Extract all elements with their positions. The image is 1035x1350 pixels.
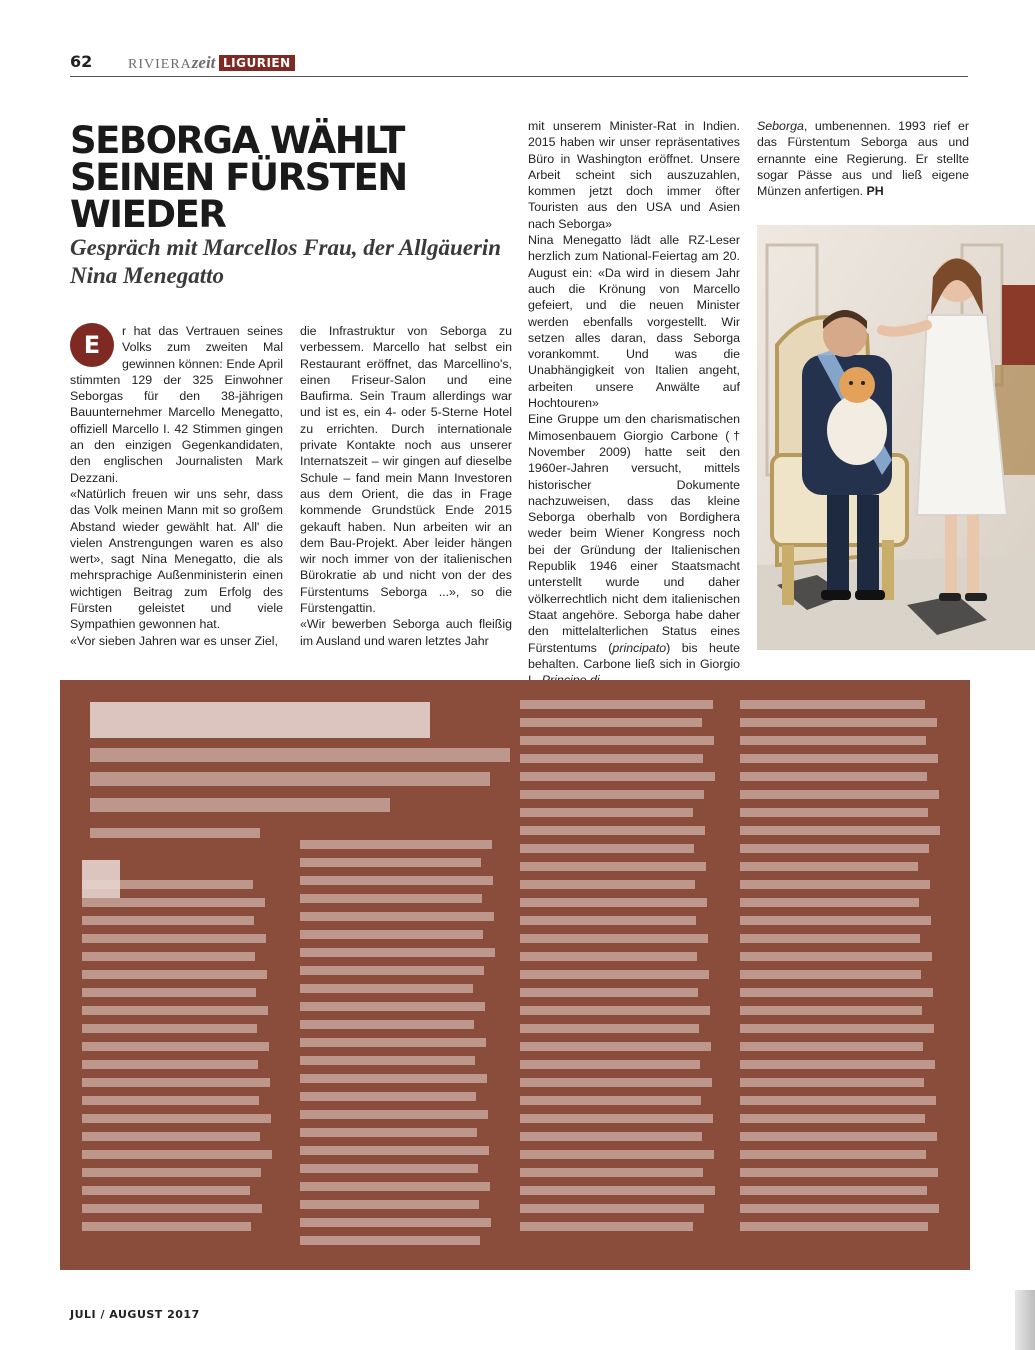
pixelated-text-bar	[740, 736, 926, 745]
pixelated-text-bar	[740, 970, 921, 979]
pixelated-text-bar	[300, 948, 495, 957]
pixelated-text-bar	[520, 1078, 712, 1087]
pixelated-text-bar	[520, 826, 705, 835]
pixelated-text-bar	[740, 988, 933, 997]
pixelated-text-bar	[90, 772, 490, 786]
pixelated-text-bar	[740, 1114, 925, 1123]
pixelated-text-bar	[520, 970, 709, 979]
header-divider	[70, 76, 968, 77]
pixelated-text-bar	[82, 1150, 272, 1159]
pixelated-text-bar	[82, 860, 120, 898]
pixelated-text-bar	[520, 1150, 714, 1159]
pixelated-text-bar	[300, 876, 493, 885]
pixelated-text-bar	[82, 1006, 268, 1015]
pixelated-text-bar	[82, 1096, 259, 1105]
pixelated-text-bar	[300, 1110, 488, 1119]
pixelated-text-bar	[740, 862, 918, 871]
page-number: 62	[70, 52, 93, 71]
paragraph: «Vor sieben Jahren war es unser Ziel,	[70, 633, 278, 648]
pixelated-text-bar	[740, 772, 927, 781]
pixelated-text-bar	[520, 988, 698, 997]
pixelated-text-bar	[82, 970, 267, 979]
article-column-2	[300, 323, 512, 649]
paragraph	[528, 411, 740, 688]
pixelated-content-box	[60, 680, 970, 1270]
pixelated-text-bar	[520, 1060, 700, 1069]
author-signature: PH	[866, 184, 884, 199]
text-run: Eine Gruppe um den charismatischen Mimosenbauem Giorgio Carbone († November 2009) hatte seit den 1960er-Jahren versucht, mittels historischer Dokumente nachzuweisen, dass das kleine Seborga oberhalb von Bordighera weder beim Wiener Kongress noch bei der Gründung der Italienischen Republik 1946 einer Staatsmacht unterstellt wurde und daher völkerrechtlich nicht dem italienischen Staat angehöre. Seborga habe daher den mittelalterlichen Status eines Fürstentums (	[528, 412, 740, 655]
pixelated-text-bar	[82, 1204, 262, 1213]
pixelated-text-bar	[740, 1150, 926, 1159]
pixelated-text-bar	[82, 952, 255, 961]
pixelated-text-bar	[300, 1038, 486, 1047]
pixelated-text-bar	[520, 1114, 713, 1123]
pixelated-text-bar	[520, 1006, 710, 1015]
paragraph	[757, 118, 969, 199]
pixelated-text-bar	[520, 898, 707, 907]
pixelated-text-bar	[300, 1128, 477, 1137]
pixelated-text-bar	[740, 1168, 938, 1177]
pixelated-text-bar	[520, 1096, 701, 1105]
pixelated-text-bar	[520, 952, 697, 961]
pixelated-text-bar	[740, 808, 928, 817]
pixelated-text-bar	[300, 1236, 480, 1245]
pixelated-text-bar	[300, 1182, 490, 1191]
pixelated-text-bar	[300, 1002, 485, 1011]
pixelated-text-bar	[82, 1078, 270, 1087]
pixelated-text-bar	[740, 916, 931, 925]
pixelated-text-bar	[300, 1020, 474, 1029]
pixelated-text-bar	[740, 718, 937, 727]
magazine-name-part1: RIVIERA	[128, 57, 192, 72]
paragraph: r hat das Vertrauen seines Volks zum zweiten Mal gewinnen können: Ende April stimmten 129 der 325 Einwohner Seborgas für den 38-jährigen Bauunternehmer Marcello Menegatto, offiziell Marcello I. 42 Stimmen gingen an den einzigen Gegenkandidaten, den englischen Journalisten Mark Dezzani.	[70, 324, 283, 485]
drop-cap: E	[70, 323, 114, 367]
pixelated-text-bar	[82, 1042, 269, 1051]
pixelated-text-bar	[520, 736, 714, 745]
pixelated-text-bar	[82, 1132, 260, 1141]
pixelated-text-bar	[300, 840, 492, 849]
paragraph: mit unserem Minister-Rat in Indien. 2015 haben wir unser repräsentatives Büro in Washington eröffnet. Unsere Arbeit scheint sich auszuzahlen, kommen jetzt doch immer öfter Touristen aus den USA und Asien nach Seborga»	[528, 119, 740, 231]
pixelated-text-bar	[520, 880, 695, 889]
text-run: ) bis heute behalten. Carbone ließ sich in Giorgio	[528, 640, 740, 671]
pixelated-text-bar	[740, 1222, 928, 1231]
pixelated-text-bar	[300, 1074, 487, 1083]
pixelated-text-bar	[520, 1168, 703, 1177]
page-edge	[1015, 1290, 1035, 1350]
pixelated-text-bar	[520, 916, 696, 925]
pixelated-text-bar	[82, 1222, 251, 1231]
pixelated-text-bar	[740, 934, 920, 943]
pixelated-text-bar	[82, 1114, 271, 1123]
pixelated-text-bar	[90, 828, 260, 838]
paragraph: «Natürlich freuen wir uns sehr, dass das Volk meinen Mann mit so großem Abstand wieder gewählt hat. All' die vielen Anstrengungen waren es also wert», sagt Nina Menegatto, die als mehrsprachige Außenministerin einen wichtigen Beitrag zum Erfolg des Fürsten geleistet und viele Sympathien gewonnen hat.	[70, 486, 283, 632]
pixelated-text-bar	[520, 700, 713, 709]
pixelated-text-bar	[82, 1186, 250, 1195]
article-headline: SEBORGA WÄHLT SEINEN FÜRSTEN WIEDER	[70, 119, 407, 236]
pixelated-text-bar	[740, 1186, 927, 1195]
pixelated-text-bar	[300, 966, 484, 975]
pixelated-text-bar	[90, 748, 510, 762]
pixelated-text-bar	[520, 718, 702, 727]
pixelated-text-bar	[300, 930, 483, 939]
paragraph: «Wir bewerben Seborga auch fleißig im Ausland und waren letztes Jahr	[300, 617, 512, 648]
pixelated-text-bar	[90, 798, 390, 812]
pixelated-text-bar	[520, 1024, 699, 1033]
pixelated-text-bar	[740, 1078, 924, 1087]
text-run: , umbenennen. 1993 rief er das Fürstentum Seborga aus und ernannte eine Regierung. Er stellte sogar Pässe aus und ließ eigene Münzen anfertigen.	[757, 119, 969, 199]
pixelated-text-bar	[740, 1096, 936, 1105]
pixelated-text-bar	[300, 1164, 478, 1173]
article-subheadline: Gespräch mit Marcellos Frau, der Allgäuerin Nina Menegatto	[70, 235, 502, 288]
magazine-logo	[128, 53, 215, 73]
pixelated-text-bar	[740, 1042, 923, 1051]
pixelated-text-bar	[82, 934, 266, 943]
pixelated-text-bar	[740, 880, 930, 889]
pixelated-text-bar	[300, 1092, 476, 1101]
pixelated-text-bar	[740, 790, 939, 799]
article-column-1	[70, 323, 283, 649]
photo-illustration	[757, 225, 1035, 650]
article-column-4	[757, 118, 969, 199]
pixelated-text-bar	[740, 700, 925, 709]
pixelated-text-bar	[740, 754, 938, 763]
issue-date: JULI / AUGUST 2017	[70, 1308, 200, 1321]
pixelated-text-bar	[82, 898, 265, 907]
pixelated-text-bar	[520, 790, 704, 799]
pixelated-text-bar	[300, 1146, 489, 1155]
pixelated-text-bar	[740, 1204, 939, 1213]
pixelated-text-bar	[520, 1042, 711, 1051]
pixelated-text-bar	[82, 1168, 261, 1177]
pixelated-text-bar	[520, 844, 694, 853]
pixelated-text-bar	[82, 1024, 257, 1033]
article-photo	[757, 225, 1035, 650]
pixelated-text-bar	[740, 844, 929, 853]
pixelated-text-bar	[740, 1024, 934, 1033]
pixelated-text-bar	[520, 754, 703, 763]
pixelated-text-bar	[520, 1132, 702, 1141]
pixelated-text-bar	[520, 808, 693, 817]
pixelated-text-bar	[82, 880, 253, 889]
pixelated-text-bar	[300, 912, 494, 921]
text-italic: Seborga	[757, 119, 804, 133]
pixelated-text-bar	[82, 916, 254, 925]
paragraph: die Infrastruktur von Seborga zu verbessem. Marcello hat selbst ein Restaurant eröffnet, das Marcellino's, einen Friseur-Salon und eine Baufirma. Sein Traum allerdings war und ist es, ein 4- oder 5-Sterne Hotel zu errichten. Durch internationale private Kontakte noch aus unserer Internatszeit – wir gingen auf dieselbe Schule – fand mein Mann Investoren aus dem Orient, die das in Frage kommende Grundstück Ende 2015 gekauft haben. Nun arbeiten wir an dem Bau-Projekt. Aber leider hängen wir noch immer von der italienischen Bürokratie ab und nicht von der des Fürstentums Seborga ...», so die Fürstengattin.	[300, 324, 512, 616]
pixelated-text-bar	[300, 1056, 475, 1065]
pixelated-text-bar	[300, 1218, 491, 1227]
pixelated-text-bar	[740, 1006, 922, 1015]
magazine-name-part2: zeit	[191, 53, 216, 72]
pixelated-text-bar	[82, 1060, 258, 1069]
pixelated-text-bar	[520, 1204, 704, 1213]
pixelated-text-bar	[740, 1060, 935, 1069]
pixelated-text-bar	[740, 1132, 937, 1141]
pixelated-text-bar	[520, 772, 715, 781]
pixelated-text-bar	[520, 1186, 715, 1195]
pixelated-text-bar	[90, 702, 430, 738]
pixelated-text-bar	[520, 862, 706, 871]
pixelated-text-bar	[520, 1222, 693, 1231]
pixelated-text-bar	[740, 952, 932, 961]
pixelated-text-bar	[520, 934, 708, 943]
section-badge: LIGURIEN	[219, 55, 295, 71]
pixelated-text-bar	[300, 858, 481, 867]
pixelated-text-bar	[300, 1200, 479, 1209]
pixelated-text-bar	[82, 988, 256, 997]
pixelated-text-bar	[300, 984, 473, 993]
paragraph: Nina Menegatto lädt alle RZ-Leser herzlich zum National-Feiertag am 20. August ein: «Da wird in diesem Jahr auch die Krönung von Marcello gefeiert, und die neuen Minister werden ebenfalls vorgestellt. Wir setzen alles daran, dass Seborga vorankommt. Und was die Unabhängigkeit von Italien angeht, arbeiten unsere Anwälte auf Hochtouren»	[528, 233, 740, 411]
text-italic: principato	[612, 640, 667, 655]
pixelated-text-bar	[740, 898, 919, 907]
article-column-3	[528, 118, 740, 688]
pixelated-text-bar	[740, 826, 940, 835]
pixelated-text-bar	[300, 894, 482, 903]
